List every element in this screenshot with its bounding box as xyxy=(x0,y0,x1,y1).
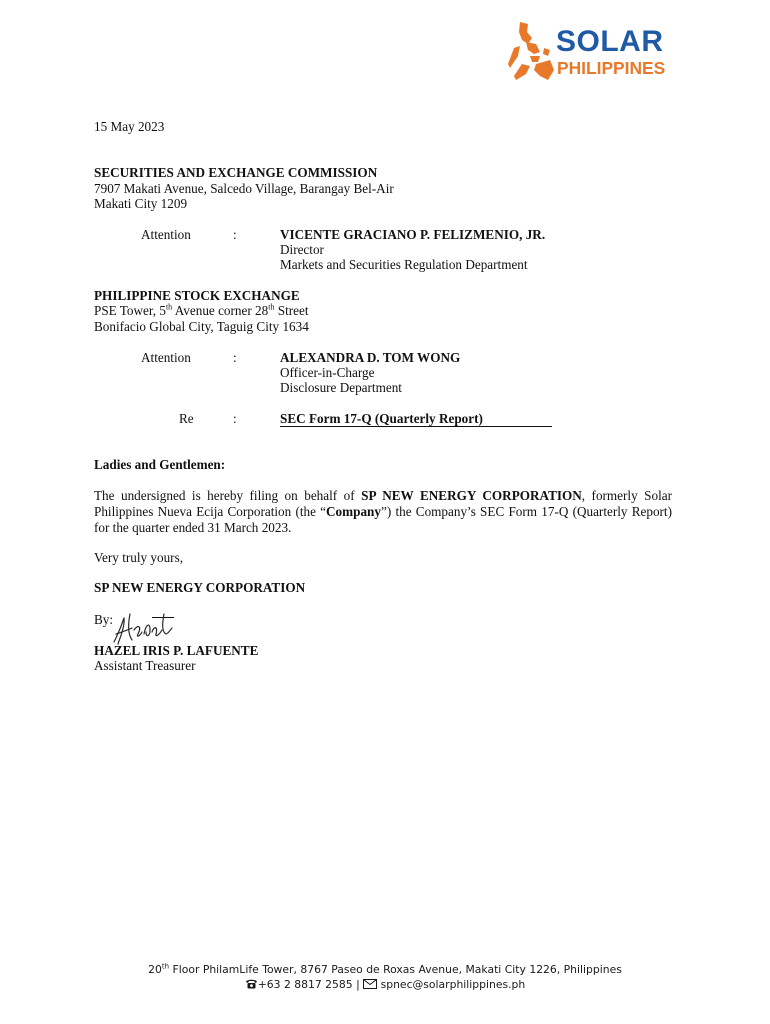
company-logo xyxy=(506,20,684,86)
recipient2-attention-name: ALEXANDRA D. TOM WONG xyxy=(280,350,461,365)
recipient1-address-line2: Makati City 1209 xyxy=(94,196,188,211)
recipient2-address-line1: PSE Tower, 5th Avenue corner 28th Street xyxy=(94,302,309,318)
footer-contact xyxy=(0,978,770,991)
footer-phone: +63 2 8817 2585 xyxy=(257,978,353,991)
recipient2-name: PHILIPPINE STOCK EXCHANGE xyxy=(94,288,300,303)
recipient2-attention-label: Attention xyxy=(141,350,191,365)
recipient1-attention-department: Markets and Securities Regulation Department xyxy=(280,257,528,272)
salutation: Ladies and Gentlemen: xyxy=(94,457,226,472)
recipient1-address-line1: 7907 Makati Avenue, Salcedo Village, Barangay Bel-Air xyxy=(94,181,394,196)
footer-separator: | xyxy=(356,978,360,991)
recipient1-name: SECURITIES AND EXCHANGE COMMISSION xyxy=(94,165,378,180)
signatory-name: HAZEL IRIS P. LAFUENTE xyxy=(94,643,259,658)
signatory-title: Assistant Treasurer xyxy=(94,658,196,673)
re-subject: SEC Form 17-Q (Quarterly Report) xyxy=(280,411,483,426)
recipient1-attention-label: Attention xyxy=(141,227,191,242)
footer-address: 20th Floor PhilamLife Tower, 8767 Paseo de Roxas Avenue, Makati City 1226, Philippines xyxy=(148,962,622,976)
closing: Very truly yours, xyxy=(94,550,184,565)
signing-company: SP NEW ENERGY CORPORATION xyxy=(94,580,306,595)
recipient2-attention-colon: : xyxy=(233,350,237,365)
body-paragraph: The undersigned is hereby filing on behalf of SP NEW ENERGY CORPORATION, formerly Solar Philippines Nueva Ecija Corporation (the “Company”) the Company’s SEC Form 17-Q (Quarterly Report) for the quarter ended 31 March 2023. xyxy=(94,488,672,535)
footer-email[interactable]: spnec@solarphilippines.ph xyxy=(380,978,526,991)
recipient1-attention-name: VICENTE GRACIANO P. FELIZMENIO, JR. xyxy=(280,227,546,242)
recipient2-attention-title: Officer-in-Charge xyxy=(280,365,375,380)
logo-wordmark-solar: SOLAR xyxy=(556,25,664,58)
re-colon: : xyxy=(233,411,237,426)
by-label: By: xyxy=(94,612,114,627)
re-underline xyxy=(280,426,552,427)
philippines-map-icon xyxy=(506,20,558,84)
telephone-icon xyxy=(245,978,258,989)
envelope-icon xyxy=(363,979,377,989)
recipient1-attention-colon: : xyxy=(233,227,237,242)
logo-wordmark-philippines: PHILIPPINES xyxy=(557,58,666,78)
recipient2-attention-department: Disclosure Department xyxy=(280,380,402,395)
recipient2-address-line2: Bonifacio Global City, Taguig City 1634 xyxy=(94,319,309,334)
letter-date: 15 May 2023 xyxy=(94,119,165,134)
recipient1-attention-title: Director xyxy=(280,242,324,257)
handwritten-signature xyxy=(108,604,178,648)
re-label: Re xyxy=(179,411,194,426)
